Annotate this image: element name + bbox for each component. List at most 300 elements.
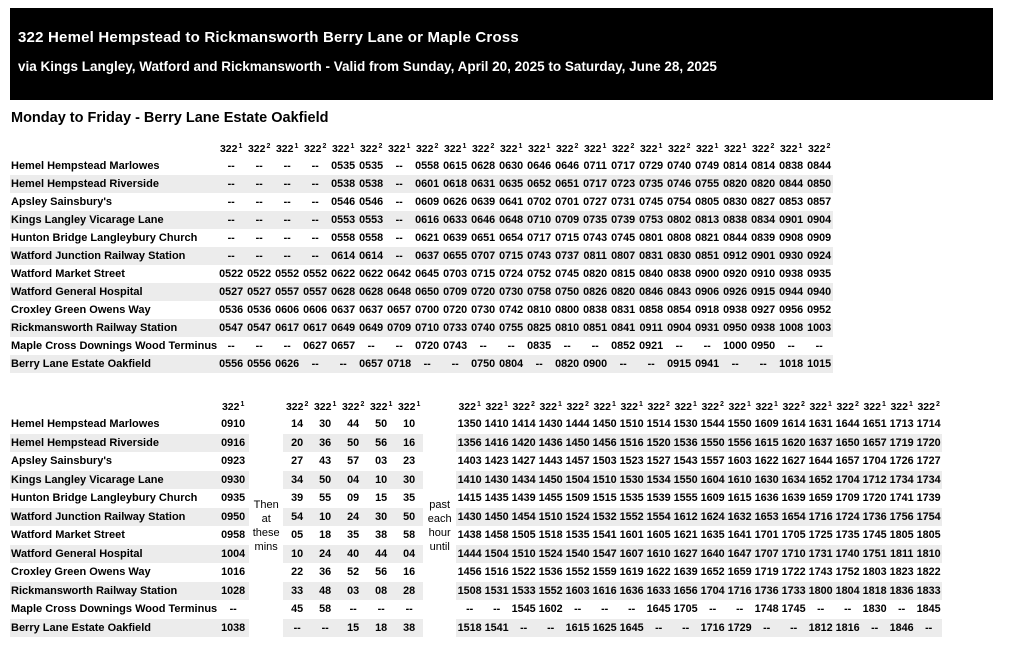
time-cell: 1454 [510,508,537,527]
time-cell: 0820 [721,175,749,193]
time-cell: 0810 [527,304,552,316]
minutes-cell: 27 [291,455,304,467]
past-header-spacer [423,399,456,415]
time-cell: 0926 [721,283,749,301]
time-cell: 0841 [609,319,637,337]
time-cell: 0645 [415,268,440,280]
route-header-cell: $322^1$ [499,142,523,155]
time-cell: 1559 [592,566,617,578]
time-cell: 0910 [751,268,776,280]
time-cell: 1003 [805,319,833,337]
time-cell: 0616 [413,211,441,229]
time-cell: 0556 [245,355,273,373]
time-cell: 1535 [619,492,644,504]
route-header-cell: $322^2$ [782,400,805,413]
minutes-cell: 50 [311,471,339,490]
time-cell: 0740 [667,160,692,172]
time-cell: -- [915,619,942,638]
time-cell: 0904 [665,319,693,337]
route-note-superscript: 1 [462,142,467,150]
time-cell: 1616 [591,582,618,601]
time-cell: 0746 [665,175,693,193]
time-cell: 1457 [565,455,590,467]
minutes-cell: 50 [339,434,367,453]
time-cell: 0838 [667,268,692,280]
time-cell: -- [329,355,357,373]
time-cell: -- [245,211,273,229]
time-cell: 1810 [915,545,942,564]
time-cell: 0628 [471,160,496,172]
time-cell: 1523 [619,455,644,467]
time-cell: 1712 [861,471,888,490]
time-cell: 1836 [888,582,915,601]
time-cell: 0920 [723,268,748,280]
time-cell: -- [255,196,263,208]
time-cell: -- [591,340,599,352]
route-header-cell: $322^1$ [313,400,337,413]
time-cell: 1510 [591,471,618,490]
time-cell: 1833 [915,582,942,601]
minutes-cell: 45 [291,603,304,615]
route-note-superscript: 2 [304,400,309,408]
minutes-cell: 10 [403,418,416,430]
stop-header-spacer [10,141,217,157]
time-cell: -- [395,232,403,244]
time-cell: 1716 [699,619,726,638]
route-note-superscript: 2 [665,400,670,408]
route-header-cell: $322^1$ [397,400,421,413]
route-title: 322 Hemel Hempstead to Rickmansworth Berry Lane or Maple Cross [18,29,519,46]
minutes-cell: 22 [291,566,304,578]
daytime-timetable [10,399,942,637]
time-cell: 1602 [538,603,563,615]
route-note-superscript: 2 [719,400,724,408]
time-cell: 1443 [538,455,563,467]
time-cell: 0641 [499,196,524,208]
time-cell: 1435 [484,492,509,504]
time-cell: 0547 [245,319,273,337]
time-cell: 1532 [591,508,618,527]
time-cell: 1713 [889,418,914,430]
time-cell: 0807 [609,247,637,265]
minutes-cell: 30 [367,508,395,527]
timetable-row [10,582,942,601]
time-cell: 1745 [862,529,887,541]
route-note-superscript: 1 [746,400,751,408]
route-note-superscript: 1 [714,142,719,150]
time-cell: 0715 [471,268,496,280]
route-header-cell: $322^1$ [219,142,243,155]
time-cell: 0735 [637,175,665,193]
time-cell: 0648 [385,283,413,301]
time-cell: 1756 [888,508,915,527]
route-note-superscript: 2 [574,142,579,150]
time-cell: -- [537,619,564,638]
time-cell: 0635 [497,175,525,193]
time-cell: 0710 [525,211,553,229]
time-cell: 1650 [834,434,861,453]
time-cell: 0717 [527,232,552,244]
time-cell: -- [395,340,403,352]
time-cell: 0921 [639,340,664,352]
time-cell: 0637 [413,247,441,265]
time-cell: 0527 [245,283,273,301]
time-cell: 1710 [780,545,807,564]
time-cell: 0906 [693,283,721,301]
time-cell: 1615 [727,492,752,504]
time-cell: 1533 [510,582,537,601]
time-cell: 0815 [611,268,636,280]
minutes-cell: 40 [339,545,367,564]
time-cell: -- [227,340,235,352]
time-cell: 1610 [645,545,672,564]
time-cell: 1423 [484,455,509,467]
time-cell: 1505 [511,529,536,541]
time-cell: 1631 [808,418,833,430]
time-cell: 0601 [413,175,441,193]
route-header-cell: $322^2$ [667,142,691,155]
time-cell: 1637 [807,434,834,453]
time-cell: 0935 [807,268,832,280]
time-cell: 1535 [565,529,590,541]
time-cell: 0718 [385,355,413,373]
route-note-superscript: 2 [378,142,383,150]
timetable-row [10,619,942,638]
time-cell: 0730 [497,283,525,301]
time-cell: 1018 [777,355,805,373]
first-time-cell: 0930 [217,471,249,490]
time-cell: 1601 [619,529,644,541]
time-cell: -- [628,603,636,615]
route-header-cell: $322^1$ [583,142,607,155]
time-cell: 1652 [807,471,834,490]
time-cell: 0802 [665,211,693,229]
route-header-cell: $322^1$ [779,142,803,155]
time-cell: 1716 [807,508,834,527]
route-note-superscript: 1 [692,400,697,408]
time-cell: -- [736,603,744,615]
time-cell: 0709 [385,319,413,337]
timetable-row [10,355,833,373]
time-cell: 1504 [564,471,591,490]
route-note-superscript: 1 [611,400,616,408]
timetable-row [10,508,942,527]
time-cell: 1735 [835,529,860,541]
time-cell: 0649 [357,319,385,337]
time-cell: 1555 [673,492,698,504]
stop-name: Hunton Bridge Langleybury Church [11,492,198,504]
route-note-superscript: 1 [503,400,508,408]
section-title: Monday to Friday - Berry Lane Estate Oakfield [11,110,329,126]
time-cell: 1522 [511,566,536,578]
time-cell: 1733 [780,582,807,601]
time-cell: 0755 [693,175,721,193]
time-cell: 1550 [672,471,699,490]
stop-name: Hemel Hempstead Riverside [10,434,217,453]
time-cell: 0952 [807,304,832,316]
minutes-cell: 16 [403,566,416,578]
timetable-row [10,415,942,434]
time-cell: 0835 [527,340,552,352]
minutes-cell: 03 [339,582,367,601]
route-note-superscript: 1 [476,400,481,408]
time-cell: 1657 [835,455,860,467]
time-cell: 1752 [835,566,860,578]
time-cell: 0858 [639,304,664,316]
minutes-cell: 50 [395,508,423,527]
time-cell: 1620 [780,434,807,453]
first-time-cell: 0950 [217,508,249,527]
time-cell: 1605 [646,529,671,541]
route-note-superscript: 2 [530,400,535,408]
time-cell: 0552 [303,268,328,280]
time-cell: 1436 [537,434,564,453]
time-cell: 1644 [835,418,860,430]
time-cell: 0950 [751,340,776,352]
time-cell: 1504 [483,545,510,564]
time-cell: -- [311,196,319,208]
time-cell: 0720 [415,340,440,352]
time-cell: 0804 [497,355,525,373]
time-cell: 1645 [646,603,671,615]
stop-name: Watford Junction Railway Station [10,247,217,265]
route-note-superscript: 2 [630,142,635,150]
time-cell: 1804 [834,582,861,601]
time-cell: 1000 [723,340,748,352]
time-cell: 1846 [888,619,915,638]
timetable-row [10,434,942,453]
stop-name: Apsley Sainsbury's [11,196,113,208]
time-cell: -- [227,160,235,172]
time-cell: -- [601,603,609,615]
time-cell: -- [283,232,291,244]
time-cell: 0821 [695,232,720,244]
time-cell: 1612 [672,508,699,527]
time-cell: 1727 [916,455,941,467]
time-cell: 0628 [357,283,385,301]
time-cell: 0538 [357,175,385,193]
time-cell: 0851 [581,319,609,337]
time-cell: 1416 [483,434,510,453]
time-cell: -- [780,619,807,638]
time-cell: 1603 [727,455,752,467]
time-cell: 1704 [834,471,861,490]
time-cell: 1714 [916,418,941,430]
route-header-cell: $322^2$ [611,142,635,155]
time-cell: 0715 [497,247,525,265]
time-cell: 0724 [499,268,524,280]
time-cell: 0522 [247,268,272,280]
route-note-superscript: 1 [240,400,245,408]
time-cell: 1729 [726,619,753,638]
time-cell: 1740 [834,545,861,564]
time-cell: 0742 [499,304,524,316]
stop-name: Hemel Hempstead Riverside [10,175,217,193]
time-cell: 1420 [510,434,537,453]
time-cell: 0630 [499,160,524,172]
time-cell: 0743 [443,340,468,352]
time-cell: -- [574,603,582,615]
minutes-cell: 57 [347,455,360,467]
timetable-row [10,563,942,582]
time-cell: 1552 [537,582,564,601]
time-cell: 1800 [807,582,834,601]
time-cell: 1709 [835,492,860,504]
time-cell: 1619 [619,566,644,578]
minutes-cell: 04 [395,545,423,564]
time-cell: 1438 [457,529,482,541]
time-cell: -- [817,603,825,615]
timetable-row [10,211,833,229]
time-cell: 1430 [538,418,563,430]
time-cell: 0908 [779,232,804,244]
time-cell: 0558 [415,160,440,172]
time-cell: 1627 [781,455,806,467]
stop-name: Kings Langley Vicarage Lane [10,211,217,229]
time-cell: 0912 [721,247,749,265]
minutes-cell: -- [311,619,339,638]
time-cell: 1414 [511,418,536,430]
time-cell: 1736 [753,582,780,601]
minutes-cell: 03 [375,455,388,467]
route-note-superscript: 1 [881,400,886,408]
minutes-cell: 09 [347,492,360,504]
time-cell: 0657 [387,304,412,316]
time-cell: 0556 [217,355,245,373]
time-cell: -- [672,619,699,638]
route-header-cell: $322^2$ [341,400,365,413]
time-cell: 0654 [499,232,524,244]
time-cell: 1015 [805,355,833,373]
minutes-cell: 36 [319,566,332,578]
time-cell: -- [311,160,319,172]
route-note-superscript: 2 [826,142,831,150]
timetable-row [10,337,833,355]
time-cell: 0834 [749,211,777,229]
time-cell: 0930 [777,247,805,265]
minutes-cell: 56 [367,434,395,453]
time-cell: 0801 [639,232,664,244]
first-time-cell: 0958 [221,529,246,541]
time-cell: 1651 [862,418,887,430]
time-cell: 1450 [537,471,564,490]
time-cell: -- [301,175,329,193]
timetable-row [10,247,833,265]
time-cell: 0800 [555,304,580,316]
time-cell: 0723 [609,175,637,193]
time-cell: 1812 [807,619,834,638]
time-cell: 0753 [637,211,665,229]
time-cell: 0814 [751,160,776,172]
time-cell: 1547 [591,545,618,564]
stop-name: Berry Lane Estate Oakfield [10,619,217,638]
time-cell: 1622 [754,455,779,467]
time-cell: 1635 [700,529,725,541]
time-cell: 1530 [673,418,698,430]
time-cell: -- [563,340,571,352]
time-cell: 0558 [359,232,384,244]
time-cell: -- [385,247,413,265]
time-cell: 1515 [592,492,617,504]
time-cell: 1530 [618,471,645,490]
route-note-superscript: 1 [638,400,643,408]
route-header-cell: $322^2$ [807,142,831,155]
route-header-cell: $322^2$ [751,142,775,155]
route-note-superscript: 2 [360,400,365,408]
time-cell: 0904 [805,211,833,229]
minutes-cell: 04 [339,471,367,490]
time-cell: 0633 [441,211,469,229]
time-cell: 0745 [555,268,580,280]
route-header-cell: $322^2$ [359,142,383,155]
time-cell: 1811 [888,545,915,564]
minutes-cell: 52 [347,566,360,578]
stop-name: Rickmansworth Railway Station [10,319,217,337]
time-cell: 0752 [527,268,552,280]
time-cell: -- [301,355,329,373]
time-cell: 0924 [805,247,833,265]
stop-name: Apsley Sainsbury's [11,455,113,467]
time-cell: 1427 [511,455,536,467]
time-cell: 0535 [331,160,356,172]
first-time-cell: 0935 [221,492,246,504]
route-header-banner [10,8,993,100]
time-cell: 0743 [583,232,608,244]
time-cell: 1754 [915,508,942,527]
time-cell: 0820 [583,268,608,280]
time-cell: 0820 [609,283,637,301]
time-cell: 0535 [359,160,384,172]
time-cell: 0626 [273,355,301,373]
time-cell: 0826 [581,283,609,301]
time-cell: 0938 [723,304,748,316]
time-cell: 0614 [329,247,357,265]
time-cell: 1610 [726,471,753,490]
route-header-cell: $322^1$ [221,400,245,413]
time-cell: 0720 [443,304,468,316]
time-cell: 1557 [700,455,725,467]
route-header-cell: $322^1$ [275,142,299,155]
time-cell: 0749 [695,160,720,172]
time-cell: 0626 [443,196,468,208]
first-time-cell: 1038 [217,619,249,638]
time-cell: 1545 [511,603,536,615]
route-header-row [10,141,833,157]
route-note-superscript: 1 [908,400,913,408]
time-cell: 0814 [723,160,748,172]
time-cell: 0813 [693,211,721,229]
route-subtitle: via Kings Langley, Watford and Rickmansworth - Valid from Sunday, April 20, 2025 to Saturday, June 28, 2025 [18,59,717,74]
time-cell: 0844 [723,232,748,244]
time-cell: 0739 [609,211,637,229]
time-cell: 0901 [777,211,805,229]
time-cell: 1707 [753,545,780,564]
time-cell: -- [898,603,906,615]
time-cell: 0839 [751,232,776,244]
time-cell: 0617 [273,319,301,337]
time-cell: 1410 [456,471,483,490]
time-cell: 1510 [537,508,564,527]
timetable-row [10,319,833,337]
time-cell: -- [645,619,672,638]
time-cell: -- [217,211,245,229]
stop-name: Kings Langley Vicarage Lane [10,471,217,490]
time-cell: -- [301,247,329,265]
time-cell: -- [255,160,263,172]
time-cell: -- [283,340,291,352]
route-note-superscript: 1 [742,142,747,150]
time-cell: 0618 [441,175,469,193]
